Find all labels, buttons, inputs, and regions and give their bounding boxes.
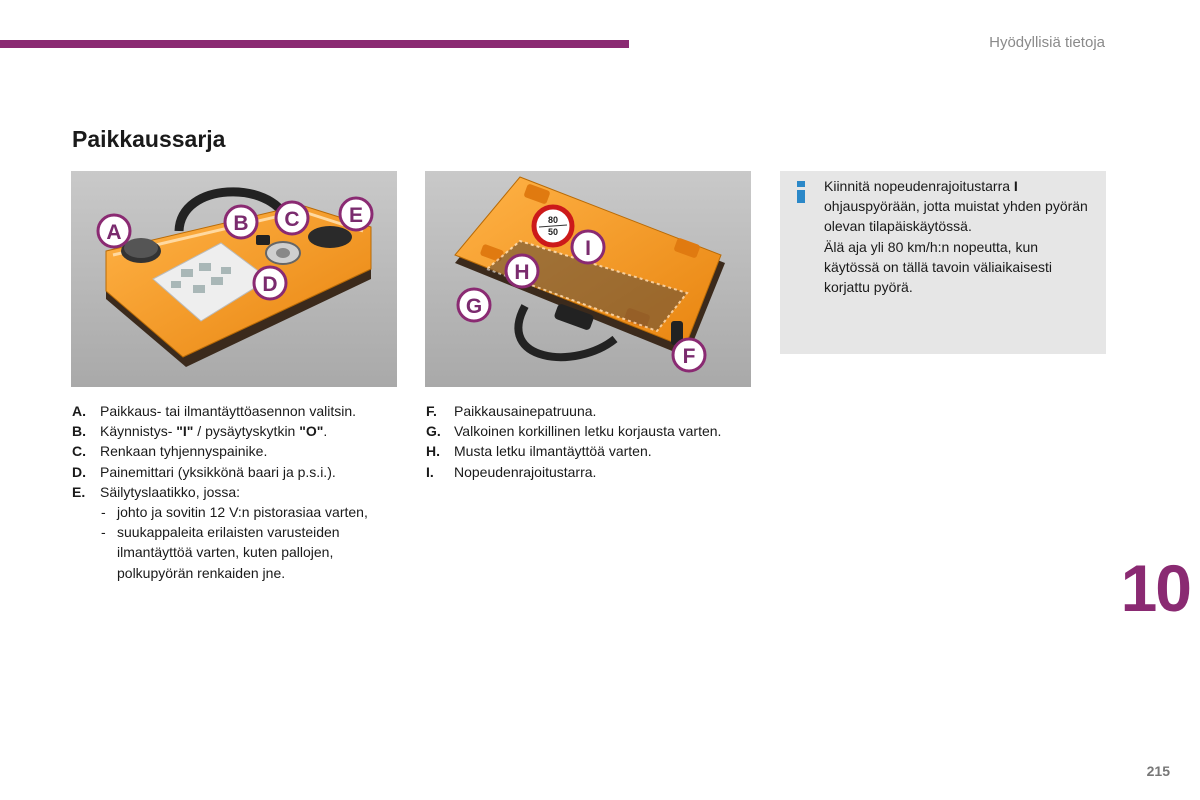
callout-f-label: F [682, 345, 696, 368]
legend-subitem: - suukappaleita erilaisten varusteiden ilmantäyttöä varten, kuten pallojen, polkupyörän renkaiden jne. [101, 524, 340, 581]
callout-d-label: D [262, 273, 278, 296]
legend-item-i: I. Nopeudenrajoitustarra. [426, 463, 597, 480]
repair-kit-top-illustration [71, 171, 397, 387]
legend-item-d: D. Painemittari (yksikkönä baari ja p.s.i.). [72, 463, 336, 480]
info-text [824, 176, 1094, 297]
info-paragraph-2: Älä aja yli 80 km/h:n nopeutta, kun käytössä on tällä tavoin väliaikaisesti korjattu pyörä. [824, 238, 1053, 296]
legend-right [426, 401, 766, 482]
legend-item-f: F. Paikkausainepatruuna. [426, 403, 597, 419]
legend-left [72, 401, 372, 583]
callout-h-label: H [514, 261, 530, 284]
callout-i-label: I [585, 237, 591, 260]
info-box [780, 171, 1106, 354]
info-icon [796, 181, 806, 203]
legend-subitem: - johto ja sovitin 12 V:n pistorasiaa varten, [101, 504, 368, 521]
repair-kit-bottom-illustration [425, 171, 751, 387]
callout-c-label: C [284, 208, 300, 231]
callout-g-label: G [465, 295, 483, 318]
chapter-number: 10 [1120, 551, 1190, 625]
legend-item-h: H. Musta letku ilmantäyttöä varten. [426, 443, 652, 460]
speed-sign-bottom-value: 50 [547, 227, 559, 237]
legend-item-b: B. Käynnistys- "I" / pysäytyskytkin "O". [72, 423, 328, 440]
chapter-accent-bar [0, 40, 629, 48]
section-title: Paikkaussarja [72, 126, 226, 152]
callout-e-label: E [348, 204, 364, 227]
legend-item-a: A. Paikkaus- tai ilmantäyttöasennon valitsin. [72, 403, 357, 419]
legend-item-g: G. Valkoinen korkillinen letku korjausta varten. [426, 423, 722, 440]
page-number: 215 [1146, 763, 1170, 779]
legend-item-c: C. Renkaan tyhjennyspainike. [72, 443, 268, 460]
legend-item-e: E. Säilytyslaatikko, jossa: [72, 483, 241, 500]
callout-a-label: A [106, 221, 122, 244]
speed-sign-top-value: 80 [547, 215, 559, 225]
chapter-title: Hyödyllisiä tietoja [989, 34, 1105, 51]
callout-b-label: B [233, 212, 249, 235]
info-paragraph-1: Kiinnitä nopeudenrajoitustarra I ohjauspyörään, jotta muistat yhden pyörän olevan tilapäiskäytössä. [824, 178, 1088, 235]
